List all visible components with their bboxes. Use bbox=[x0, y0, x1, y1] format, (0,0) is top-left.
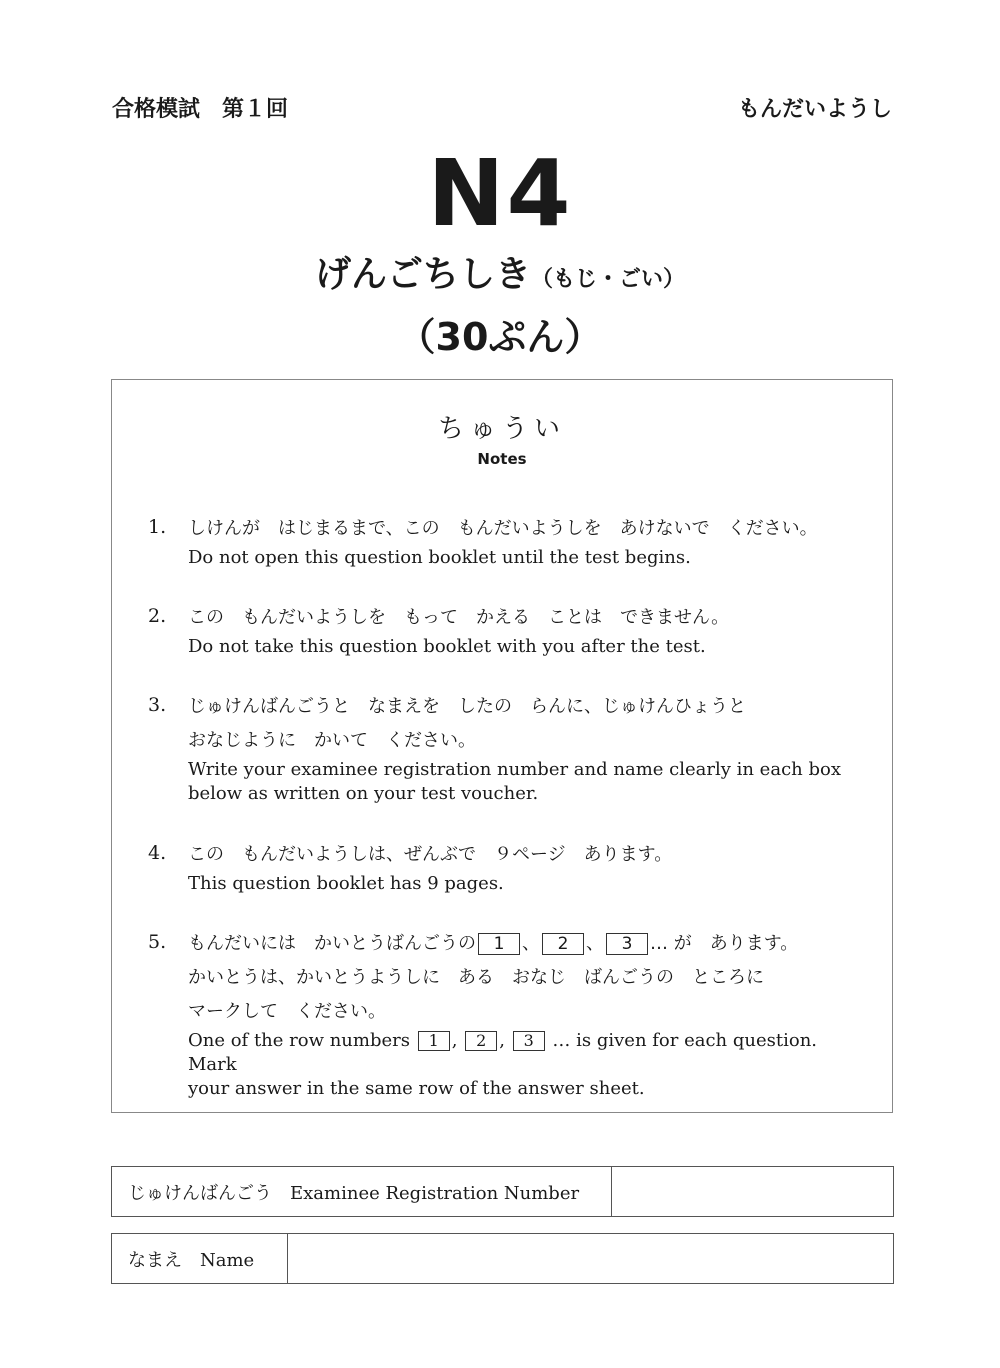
name-field[interactable] bbox=[288, 1234, 893, 1283]
separator: 、 bbox=[586, 933, 604, 954]
row-number-box: 2 bbox=[542, 933, 584, 955]
booklet-label: もんだいようし bbox=[737, 97, 892, 122]
note-jp: この もんだいようしを もって かえる ことは できません。 bbox=[188, 607, 730, 628]
note-jp: マークして ください。 bbox=[188, 1001, 386, 1022]
note-en-text: … is given for each question. Mark bbox=[188, 1030, 818, 1075]
exam-label: 合格模試 第１回 bbox=[112, 97, 289, 122]
registration-number-field[interactable] bbox=[612, 1167, 893, 1216]
separator: , bbox=[499, 1030, 505, 1051]
subject-main: げんごちしき bbox=[314, 254, 531, 295]
note-jp: おなじように かいて ください。 bbox=[188, 730, 476, 751]
note-jp: かいとうは、かいとうようしに ある おなじ ばんごうの ところに bbox=[188, 967, 764, 988]
note-number: 1. bbox=[148, 516, 167, 538]
registration-number-label: じゅけんばんごう Examinee Registration Number bbox=[112, 1167, 612, 1216]
note-item bbox=[148, 512, 868, 570]
row-number-box: 2 bbox=[465, 1031, 497, 1051]
note-number: 4. bbox=[148, 842, 167, 864]
name-row bbox=[111, 1233, 894, 1284]
row-number-box: 3 bbox=[606, 933, 648, 955]
row-number-box: 1 bbox=[418, 1031, 450, 1051]
note-jp bbox=[188, 927, 868, 961]
registration-number-row bbox=[111, 1166, 894, 1217]
note-item bbox=[148, 927, 868, 1101]
separator: , bbox=[451, 1030, 458, 1051]
note-en-text: One of the row numbers bbox=[188, 1030, 410, 1051]
note-en: This question booklet has 9 pages. bbox=[188, 873, 504, 894]
notes-box bbox=[111, 379, 893, 1113]
level-title: N4 bbox=[427, 140, 573, 247]
note-number: 2. bbox=[148, 605, 167, 627]
note-jp: この もんだいようしは、ぜんぶで ９ページ あります。 bbox=[188, 844, 673, 865]
separator: 、 bbox=[522, 933, 540, 954]
note-jp-text: もんだいには かいとうばんごうの bbox=[188, 933, 476, 954]
notes-subtitle: Notes bbox=[477, 450, 527, 468]
note-en: Do not take this question booklet with you after the test. bbox=[188, 636, 706, 657]
note-en: Do not open this question booklet until the test begins. bbox=[188, 547, 691, 568]
name-label: なまえ Name bbox=[112, 1234, 288, 1283]
duration-title: （30ぷん） bbox=[397, 315, 603, 359]
note-jp: しけんが はじまるまで、この もんだいようしを あけないで ください。 bbox=[188, 518, 818, 539]
note-item bbox=[148, 838, 868, 896]
notes-title: ちゅうい bbox=[437, 414, 566, 444]
note-item bbox=[148, 601, 868, 659]
note-jp-text: … が あります。 bbox=[650, 933, 799, 954]
note-en: Write your examinee registration number and name clearly in each box below as written on your test voucher. bbox=[188, 759, 841, 804]
note-en bbox=[188, 1029, 868, 1077]
note-item bbox=[148, 690, 868, 806]
row-number-box: 3 bbox=[513, 1031, 545, 1051]
subject-paren: （もじ・ごい） bbox=[531, 267, 686, 292]
note-en: your answer in the same row of the answer sheet. bbox=[188, 1078, 645, 1099]
row-number-box: 1 bbox=[478, 933, 520, 955]
note-number: 3. bbox=[148, 694, 167, 716]
subject-title bbox=[0, 246, 1000, 297]
note-jp: じゅけんばんごうと なまえを したの らんに、じゅけんひょうと bbox=[188, 696, 746, 717]
note-number: 5. bbox=[148, 931, 167, 953]
